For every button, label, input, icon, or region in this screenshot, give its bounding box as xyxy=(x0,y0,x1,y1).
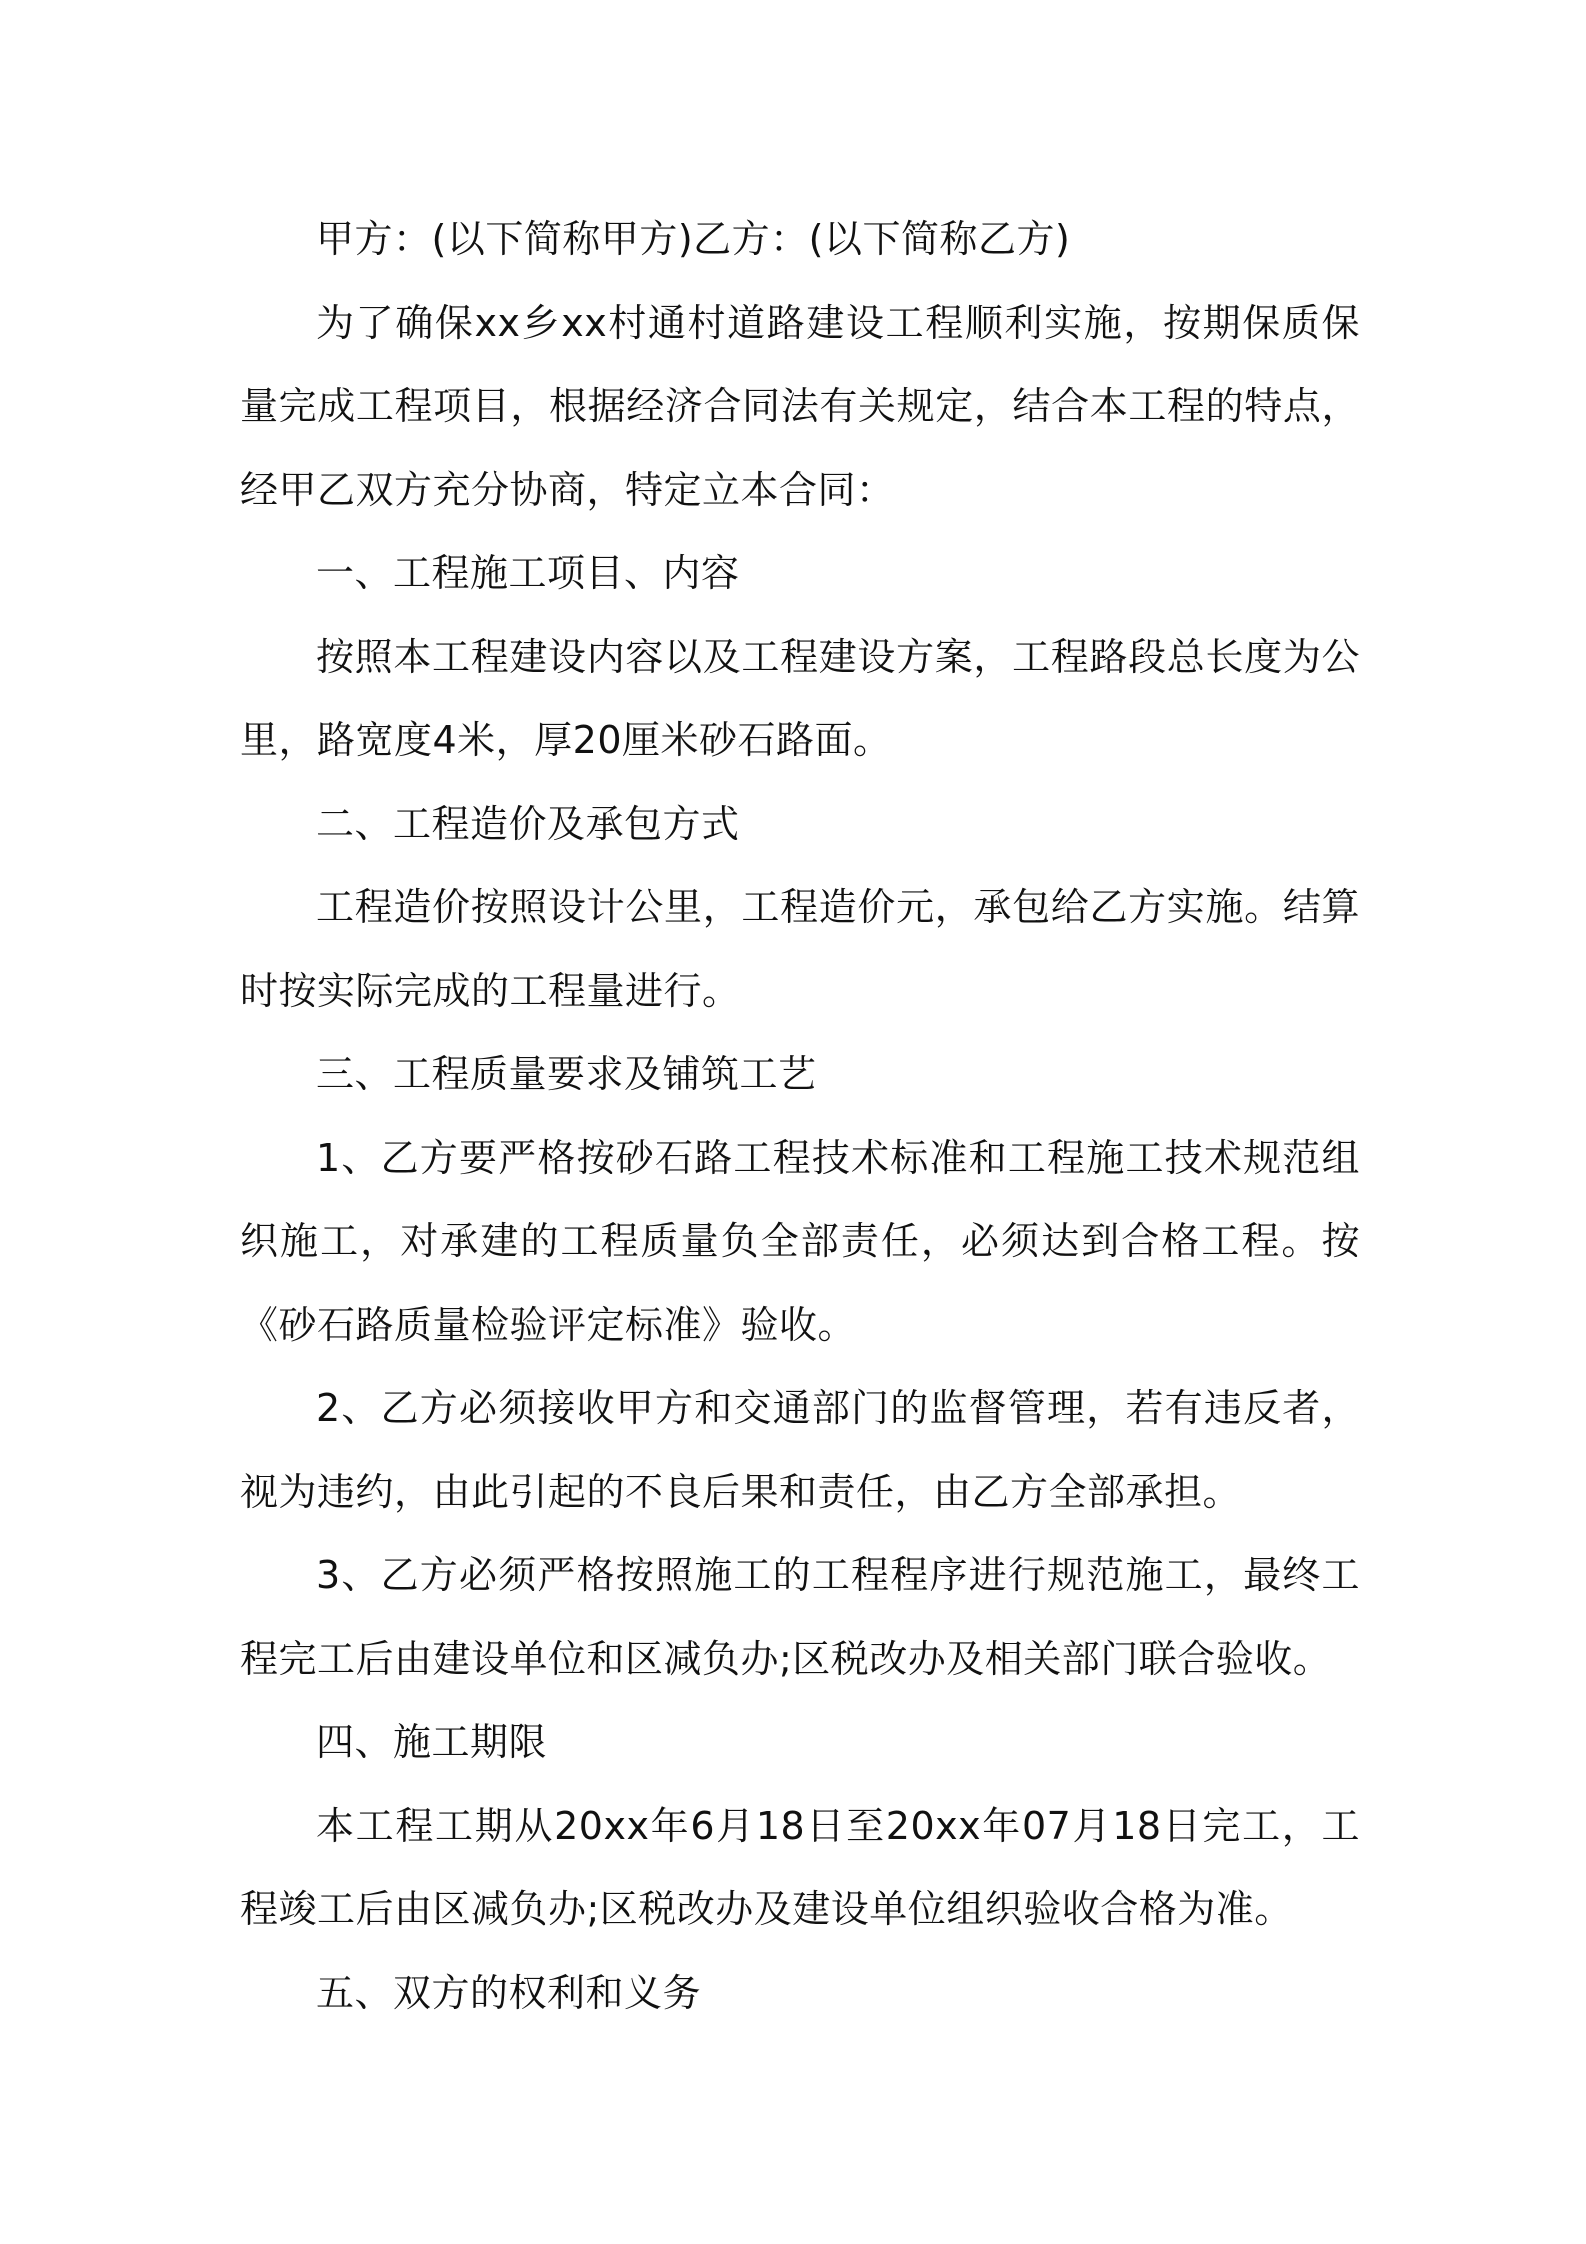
section-heading-1: 一、工程施工项目、内容 xyxy=(316,551,740,595)
contract-body xyxy=(240,198,1360,2035)
section-heading-4: 四、施工期限 xyxy=(316,1720,548,1764)
parties-line: 甲方：(以下简称甲方)乙方：(以下简称乙方) xyxy=(316,217,1071,261)
section-heading-5: 五、双方的权利和义务 xyxy=(316,1970,702,2015)
preamble-paragraph: 为了确保xx乡xx村通村道路建设工程顺利实施，按期保质保量完成工程项目，根据经济合同法有关规定，结合本工程的特点，经甲乙双方充分协商，特定立本合同： xyxy=(240,300,1360,512)
section-1-body: 按照本工程建设内容以及工程建设方案，工程路段总长度为公里，路宽度4米，厚20厘米砂石路面。 xyxy=(240,634,1360,762)
section-3-item-1: 1、乙方要严格按砂石路工程技术标准和工程施工技术规范组织施工，对承建的工程质量负全部责任，必须达到合格工程。按《砂石路质量检验评定标准》验收。 xyxy=(240,1135,1360,1347)
section-4-body: 本工程工期从20xx年6月18日至20xx年07月18日完工，工程竣工后由区减负办;区税改办及建设单位组织验收合格为准。 xyxy=(240,1803,1360,1931)
section-2-body: 工程造价按照设计公里，工程造价元，承包给乙方实施。结算时按实际完成的工程量进行。 xyxy=(240,885,1360,1013)
section-3-item-3: 3、乙方必须严格按照施工的工程程序进行规范施工，最终工程完工后由建设单位和区减负办;区税改办及相关部门联合验收。 xyxy=(240,1553,1360,1681)
section-heading-2: 二、工程造价及承包方式 xyxy=(316,801,740,846)
section-heading-3: 三、工程质量要求及铺筑工艺 xyxy=(316,1052,817,1096)
section-3-item-2: 2、乙方必须接收甲方和交通部门的监督管理，若有违反者，视为违约，由此引起的不良后果和责任，由乙方全部承担。 xyxy=(240,1386,1360,1514)
